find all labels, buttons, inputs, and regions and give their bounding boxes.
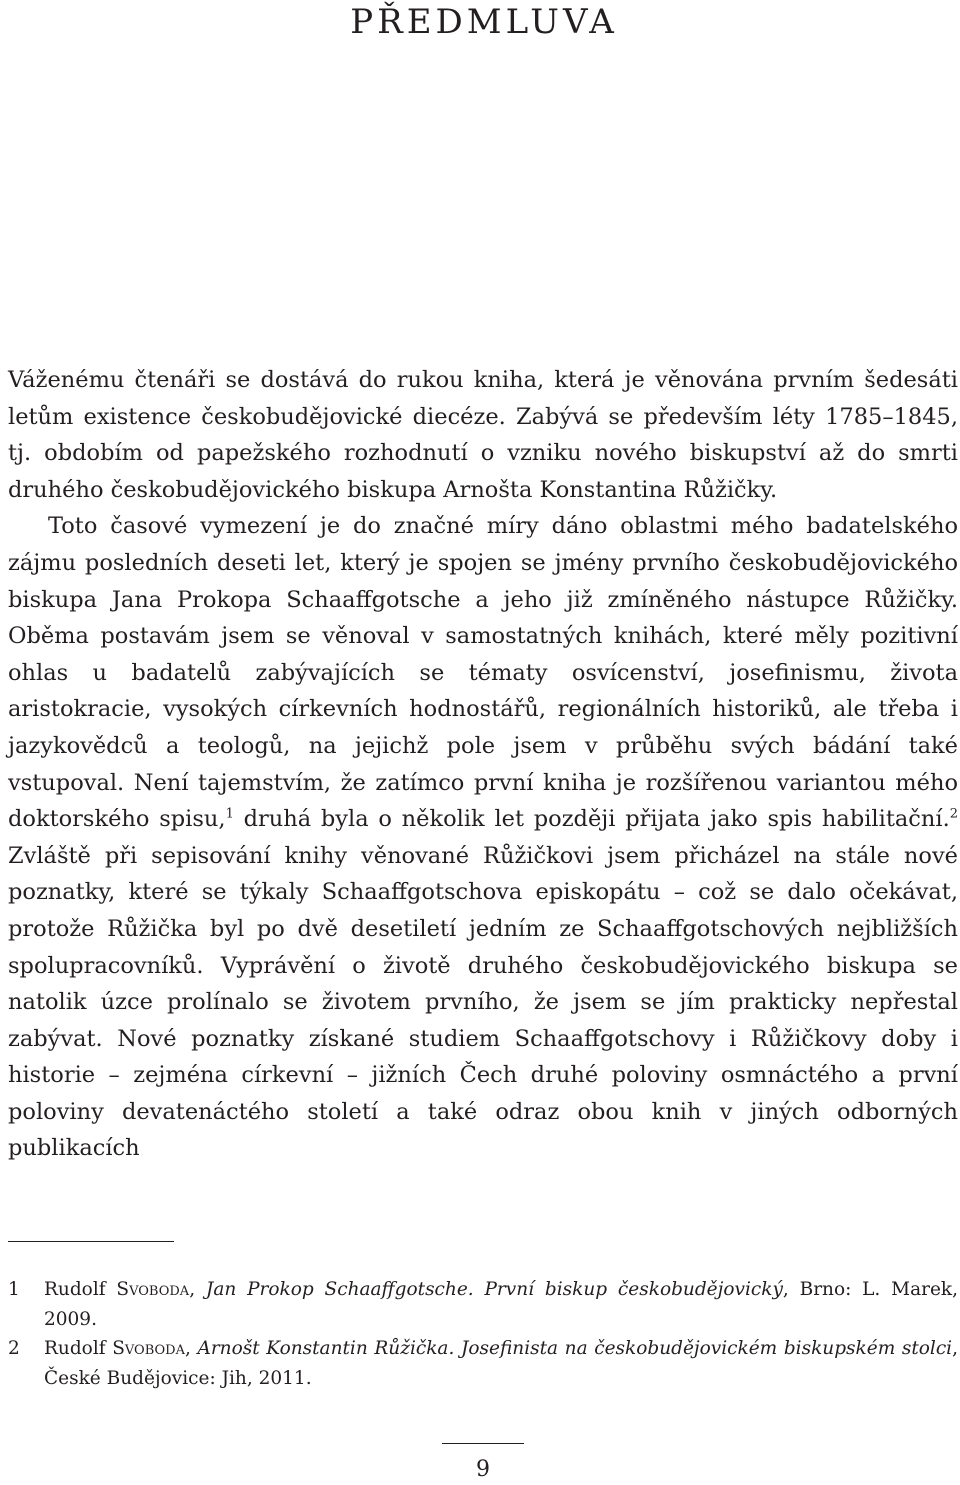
footnote-1 bbox=[8, 1275, 958, 1334]
footnotes bbox=[8, 1275, 958, 1393]
preface-body bbox=[8, 362, 958, 1167]
page-number-rule bbox=[442, 1443, 524, 1444]
paragraph-2-part-2: druhá byla o několik let později přijata jako spis habilitační. bbox=[233, 806, 950, 833]
paragraph-2 bbox=[8, 508, 958, 1167]
page-title: PŘEDMLUVA bbox=[350, 2, 618, 42]
footnote-divider bbox=[8, 1241, 174, 1242]
paragraph-2-part-3: Zvláště při sepisování knihy věnované Růžičkovi jsem přicházel na stále nové poznatky, které se týkaly Schaaffgotschova episkopátu – což se dalo očekávat, protože Růžička byl po dvě desetiletí jedním ze Schaaffgotschových nejbližších spolupracovníků. Vyprávění o životě druhého českobudějovického biskupa se natolik úzce prolínalo se životem prvního, že jsem se jím prakticky nepřestal zabývat. Nové poznatky získané studiem Schaaffgotschovy i Růžičkovy doby i historie – zejména církevní – jižních Čech druhé poloviny osmnáctého a první poloviny devatenáctého století a také odraz obou knih v jiných odborných publikacích bbox=[8, 842, 958, 1162]
footnote-author-last: Svoboda bbox=[116, 1279, 190, 1300]
paragraph-2-part-1: Toto časové vymezení je do značné míry dáno oblastmi mého badatelského zájmu posledních deseti let, který je spojen se jmény prvního českobudějovického biskupa Jana Prokopa Schaaffgotsche a jeho již zmíněného nástupce Růžičky. Oběma postavám jsem se věnoval v samostatných knihách, které měly pozitivní ohlas u badatelů zabývajících se tématy osvícenství, josefinismu, života aristokracie, vysokých církevních hodnostářů, regionálních historiků, ale třeba i jazykovědců a teologů, na jejichž pole jsem v průběhu svých bádání také vstupoval. Není tajemstvím, že zatímco první kniha je rozšířenou variantou mého doktorského spisu, bbox=[8, 513, 958, 833]
footnote-author-first: Rudolf bbox=[44, 1338, 113, 1359]
footnote-number: 1 bbox=[8, 1279, 20, 1300]
footnote-author-last: Svoboda bbox=[112, 1338, 185, 1359]
page-number: 9 bbox=[476, 1457, 490, 1482]
footnote-publication: , Brno: L. Marek, 2009. bbox=[44, 1279, 958, 1330]
footnote-book-title: Arnošt Konstantin Růžička. Josefinista na českobudějovickém biskupském stolci bbox=[197, 1338, 953, 1359]
paragraph-1: Váženému čtenáři se dostává do rukou kniha, která je věnována prvním šedesáti letům existence českobudějovické diecéze. Zabývá se především léty 1785–1845, tj. obdobím od papežského rozhodnutí o vzniku nového biskupství až do smrti druhého českobudějovického biskupa Arnošta Konstantina Růžičky. bbox=[8, 367, 958, 503]
footnote-separator: , bbox=[184, 1338, 198, 1359]
footnote-publication: , České Budějovice: Jih, 2011. bbox=[44, 1338, 958, 1389]
footnote-number: 2 bbox=[8, 1338, 20, 1359]
footnote-separator: , bbox=[189, 1279, 206, 1300]
footnote-2 bbox=[8, 1334, 958, 1393]
footnote-author-first: Rudolf bbox=[44, 1279, 117, 1300]
footnote-ref-1[interactable]: 1 bbox=[225, 806, 234, 822]
footnote-book-title: Jan Prokop Schaaffgotsche. První biskup českobudějovický bbox=[205, 1279, 783, 1300]
footnote-ref-2[interactable]: 2 bbox=[949, 806, 958, 822]
